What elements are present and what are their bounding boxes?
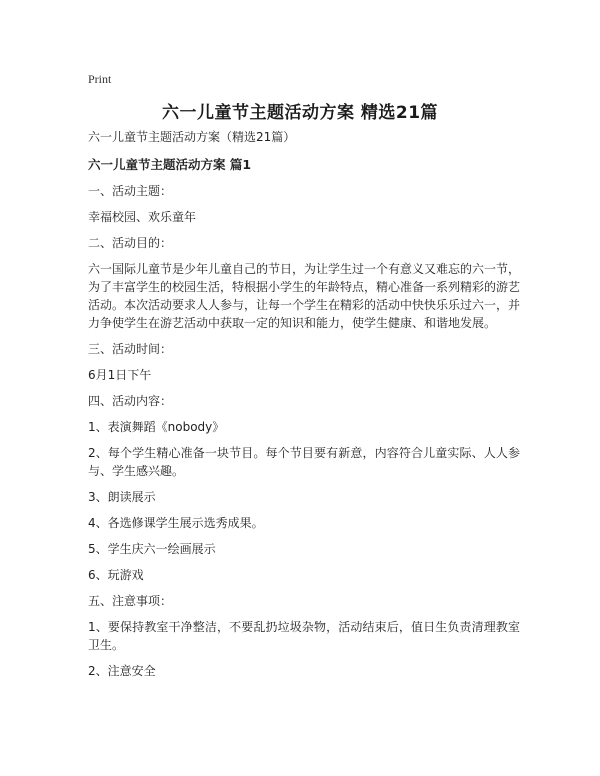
print-label: Print xyxy=(88,72,112,86)
content-item-5: 5、学生庆六一绘画展示 xyxy=(88,542,216,556)
content-item-4: 4、各选修课学生展示选秀成果。 xyxy=(88,516,264,530)
document-subtitle: 六一儿童节主题活动方案（精选21篇） xyxy=(88,130,296,144)
content-item-6: 6、玩游戏 xyxy=(88,568,144,582)
document-title: 六一儿童节主题活动方案 精选21篇 xyxy=(161,103,439,123)
heading-purpose: 二、活动目的： xyxy=(88,236,173,250)
note-item-1: 1、要保持教室干净整洁，不要乱扔垃圾杂物，活动结束后，值日生负责清理教室卫生。 xyxy=(88,620,520,652)
heading-notes: 五、注意事项： xyxy=(88,594,173,608)
purpose-paragraph: 六一国际儿童节是少年儿童自己的节日，为让学生过一个有意义又难忘的六一节，为了丰富学生的校园生活，特根据小学生的年龄特点，精心准备一系列精彩的游艺活动。本次活动要求人人参与，让每一个学生在精彩的活动中快快乐乐过六一，并力争使学生在游艺活动中获取一定的知识和能力，使学生健康、和谐地发展。 xyxy=(88,262,521,330)
time-text: 6月1日下午 xyxy=(88,368,152,382)
heading-time: 三、活动时间： xyxy=(88,342,173,356)
content-item-3: 3、朗读展示 xyxy=(88,490,156,504)
content-item-2: 2、每个学生精心准备一块节目。每个节目要有新意，内容符合儿童实际、人人参与、学生感兴趣。 xyxy=(88,446,520,478)
document-body xyxy=(88,128,520,688)
note-item-2: 2、注意安全 xyxy=(88,664,156,678)
section-heading: 六一儿童节主题活动方案 篇1 xyxy=(88,157,252,172)
content-item-1: 1、表演舞蹈《nobody》 xyxy=(88,420,225,434)
theme-text: 幸福校园、欢乐童年 xyxy=(88,210,197,224)
heading-content: 四、活动内容： xyxy=(88,394,173,408)
heading-theme: 一、活动主题： xyxy=(88,184,173,198)
